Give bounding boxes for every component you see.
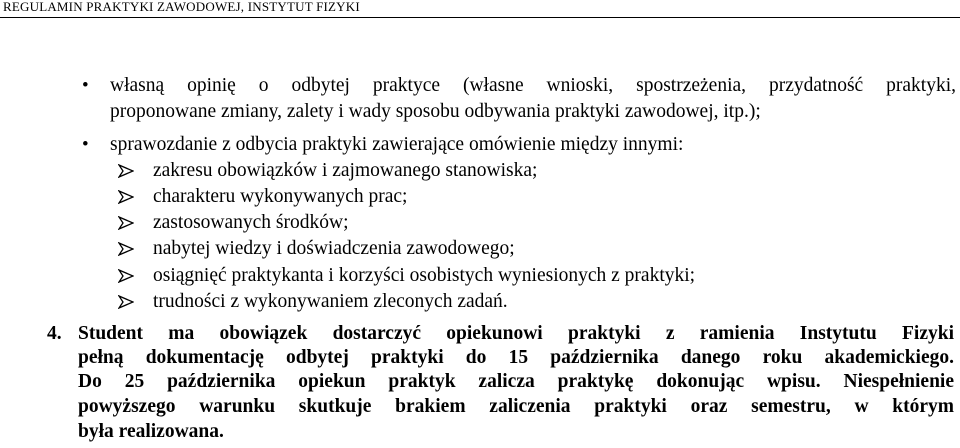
running-header: REGULAMIN PRAKTYKI ZAWODOWEJ, INSTYTUT FIZYKI	[3, 0, 360, 14]
bullet-opinion-line-1: własną opinię o odbytej praktyce (własne wnioski, spostrzeżenia, przydatność praktyki,	[110, 75, 956, 96]
section4-line-2: pełną dokumentację odbytej praktyki do 15 października danego roku akademickiego.	[78, 347, 954, 368]
subitem-text: trudności z wykonywaniem zleconych zadań.	[153, 291, 508, 312]
section4-line-4: powyższego warunku skutkuje brakiem zaliczenia praktyki oraz semestru, w którym	[78, 396, 954, 417]
bullet-dot: •	[82, 134, 89, 155]
subitem-text: zastosowanych środków;	[153, 212, 349, 233]
section-number: 4.	[47, 323, 62, 344]
arrow-bullet-icon	[118, 164, 134, 178]
subitem-text: osiągnięć praktykanta i korzyści osobistych wyniesionych z praktyki;	[153, 265, 696, 286]
section4-line-5: była realizowana.	[78, 421, 224, 442]
arrow-bullet-icon	[118, 242, 134, 256]
subitem-text: nabytej wiedzy i doświadczenia zawodowego;	[153, 238, 515, 259]
subitem-text: charakteru wykonywanych prac;	[153, 186, 408, 207]
arrow-bullet-icon	[118, 216, 134, 230]
arrow-bullet-icon	[118, 295, 134, 309]
section4-line-3: Do 25 października opiekun praktyk zalicza praktykę dokonując wpisu. Niespełnienie	[78, 371, 954, 392]
section4-line-1: Student ma obowiązek dostarczyć opiekunowi praktyki z ramienia Instytutu Fizyki	[78, 323, 954, 344]
arrow-bullet-icon	[118, 269, 134, 283]
header-divider	[0, 17, 960, 18]
subitem-text: zakresu obowiązków i zajmowanego stanowiska;	[153, 160, 538, 181]
bullet-dot: •	[82, 75, 89, 96]
bullet-opinion-line-2: proponowane zmiany, zalety i wady sposobu odbywania praktyki zawodowej, itp.);	[110, 101, 761, 122]
bullet-report-line: sprawozdanie z odbycia praktyki zawierające omówienie między innymi:	[110, 134, 684, 155]
arrow-bullet-icon	[118, 190, 134, 204]
